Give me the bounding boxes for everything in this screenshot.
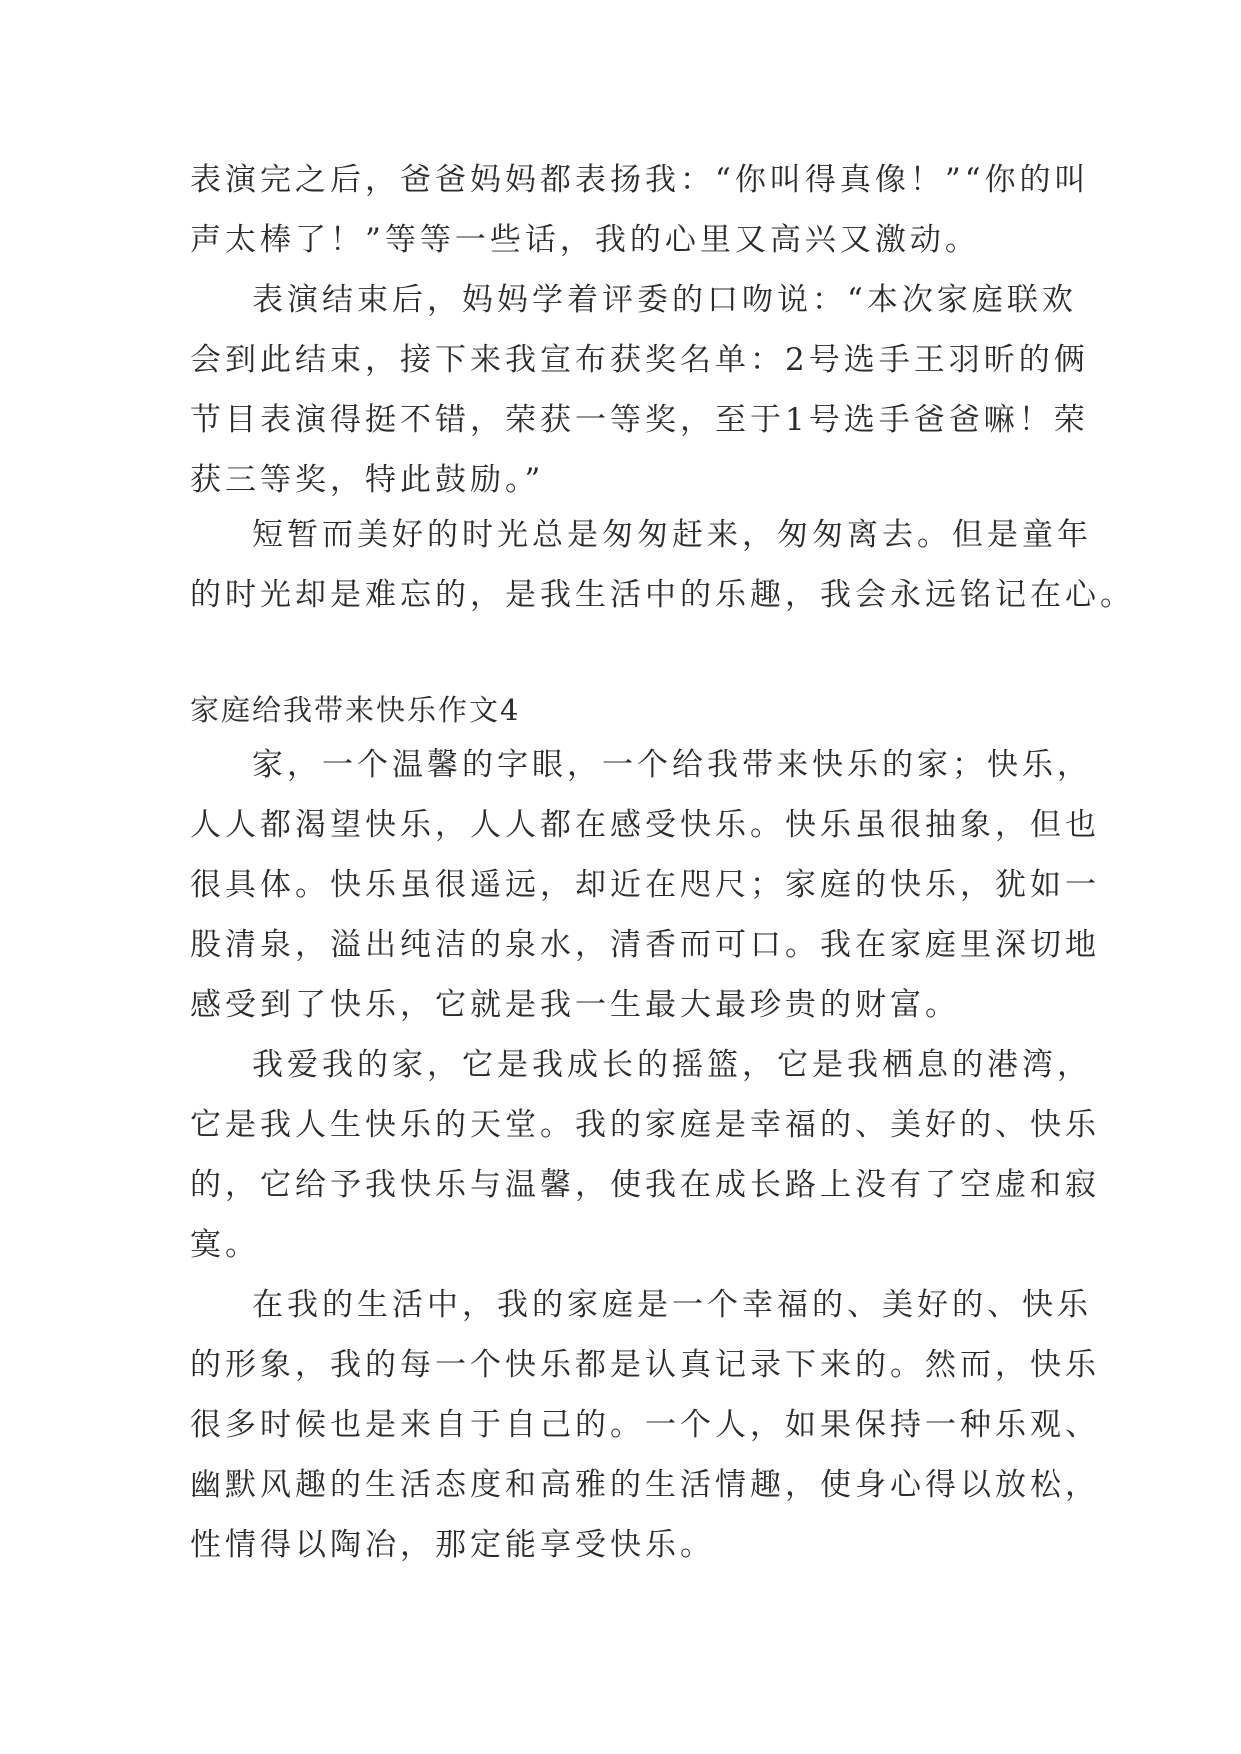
paragraph-line: 股清泉，溢出纯洁的泉水，清香而可口。我在家庭里深切地 xyxy=(190,927,1100,963)
paragraph-line: 感受到了快乐，它就是我一生最大最珍贵的财富。 xyxy=(190,987,960,1023)
paragraph-line: 我爱我的家，它是我成长的摇篮，它是我栖息的港湾， xyxy=(252,1047,1092,1083)
paragraph-line: 寞。 xyxy=(190,1227,260,1263)
paragraph-line: 短暂而美好的时光总是匆匆赶来，匆匆离去。但是童年 xyxy=(252,517,1092,553)
paragraph-line: 性情得以陶冶，那定能享受快乐。 xyxy=(190,1527,715,1563)
paragraph-line: 表演完之后，爸爸妈妈都表扬我：“你叫得真像！”“你的叫 xyxy=(190,162,1090,198)
paragraph-line: 在我的生活中，我的家庭是一个幸福的、美好的、快乐 xyxy=(252,1287,1092,1323)
paragraph-line: 很具体。快乐虽很遥远，却近在咫尺；家庭的快乐，犹如一 xyxy=(190,867,1100,903)
paragraph-line: 家，一个温馨的字眼，一个给我带来快乐的家；快乐， xyxy=(252,747,1092,783)
paragraph-line: 声太棒了！”等等一些话，我的心里又高兴又激动。 xyxy=(190,222,980,258)
paragraph-line: 获三等奖，特此鼓励。” xyxy=(190,462,545,498)
paragraph-line: 很多时候也是来自于自己的。一个人，如果保持一种乐观、 xyxy=(190,1407,1100,1443)
essay-title: 家庭给我带来快乐作文4 xyxy=(190,693,521,727)
paragraph-line: 人人都渴望快乐，人人都在感受快乐。快乐虽很抽象，但也 xyxy=(190,807,1100,843)
paragraph-line: 的形象，我的每一个快乐都是认真记录下来的。然而，快乐 xyxy=(190,1347,1100,1383)
paragraph-line: 表演结束后，妈妈学着评委的口吻说：“本次家庭联欢 xyxy=(252,282,1077,318)
paragraph-line: 的，它给予我快乐与温馨，使我在成长路上没有了空虚和寂 xyxy=(190,1167,1100,1203)
paragraph-line: 的时光却是难忘的，是我生活中的乐趣，我会永远铭记在心。 xyxy=(190,577,1135,613)
paragraph-line: 节目表演得挺不错，荣获一等奖，至于1号选手爸爸嘛！荣 xyxy=(190,402,1089,438)
paragraph-line: 它是我人生快乐的天堂。我的家庭是幸福的、美好的、快乐 xyxy=(190,1107,1100,1143)
paragraph-line: 幽默风趣的生活态度和高雅的生活情趣，使身心得以放松， xyxy=(190,1467,1100,1503)
paragraph-line: 会到此结束，接下来我宣布获奖名单：2号选手王羽昕的俩 xyxy=(190,342,1089,378)
